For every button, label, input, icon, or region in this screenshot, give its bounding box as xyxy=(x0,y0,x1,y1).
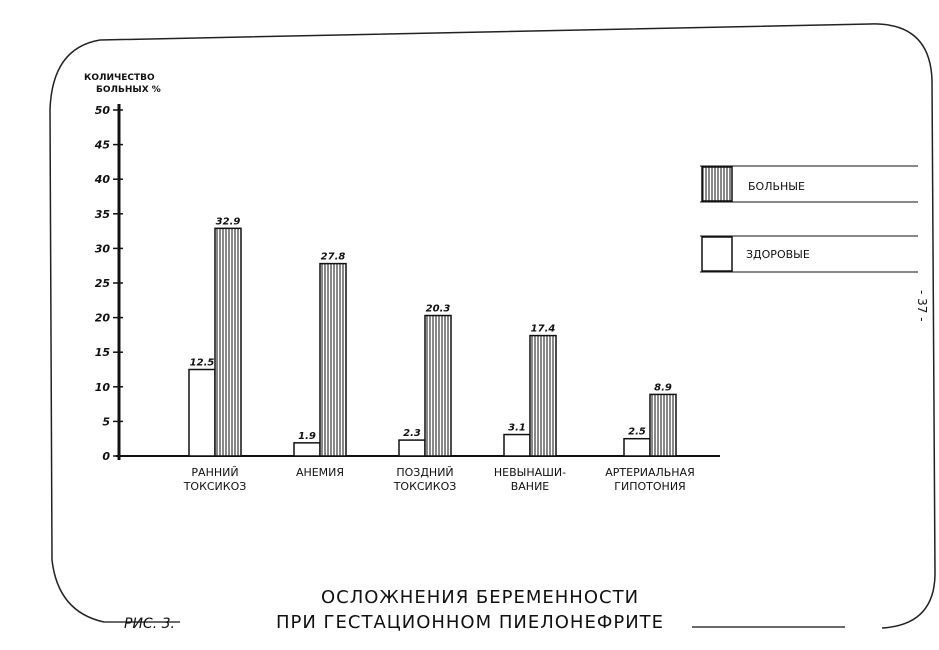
category-labels xyxy=(183,466,695,493)
value-label-healthy: 3.1 xyxy=(508,422,526,434)
y-tick-label: 0 xyxy=(102,450,110,463)
category-label: ВАНИЕ xyxy=(510,480,550,493)
bar-healthy xyxy=(294,443,320,456)
y-tick-label: 10 xyxy=(94,380,110,394)
y-tick-label: 45 xyxy=(94,138,110,152)
category-label: РАННИЙ xyxy=(191,466,239,479)
category-label: НЕВЫНАШИ- xyxy=(493,466,567,479)
y-axis-title-line2: БОЛЬНЫХ % xyxy=(96,85,161,95)
legend xyxy=(700,166,918,272)
legend-swatch-healthy xyxy=(702,237,732,271)
value-label-sick: 32.9 xyxy=(215,216,241,228)
bar-sick xyxy=(530,336,556,456)
bar-healthy xyxy=(504,435,530,456)
category-label: ТОКСИКОЗ xyxy=(183,480,247,493)
bar-sick xyxy=(650,394,676,456)
category-label: ТОКСИКОЗ xyxy=(393,480,457,493)
value-label-sick: 17.4 xyxy=(530,323,556,335)
bar-healthy xyxy=(399,440,425,456)
y-tick-label: 50 xyxy=(94,104,110,117)
value-label-sick: 27.8 xyxy=(320,251,346,263)
bar-healthy xyxy=(189,370,215,457)
value-label-healthy: 1.9 xyxy=(298,430,316,442)
chart-title-line1: ОСЛОЖНЕНИЯ БЕРЕМЕННОСТИ xyxy=(320,587,640,608)
y-tick-label: 15 xyxy=(94,346,110,360)
y-tick-label: 35 xyxy=(94,207,110,221)
y-tick-label: 20 xyxy=(94,311,110,325)
page-number: - 37 - xyxy=(915,290,929,322)
page-frame xyxy=(50,24,935,628)
legend-label-healthy: ЗДОРОВЫЕ xyxy=(746,248,810,261)
value-label-sick: 8.9 xyxy=(654,382,672,394)
legend-swatch-sick xyxy=(702,167,732,201)
category-label: АРТЕРИАЛЬНАЯ xyxy=(605,466,695,479)
y-tick-label: 40 xyxy=(94,173,110,187)
bar-sick xyxy=(215,228,241,456)
legend-label-sick: БОЛЬНЫЕ xyxy=(748,180,805,193)
value-label-healthy: 2.5 xyxy=(628,426,646,438)
category-label: ГИПОТОНИЯ xyxy=(614,480,686,493)
y-axis-title-line1: КОЛИЧЕСТВО xyxy=(84,73,155,83)
bar-healthy xyxy=(624,439,650,456)
chart-title-line2: ПРИ ГЕСТАЦИОННОМ ПИЕЛОНЕФРИТЕ xyxy=(275,612,665,633)
bar-sick xyxy=(425,316,451,456)
value-label-sick: 20.3 xyxy=(425,303,451,315)
category-label: АНЕМИЯ xyxy=(295,466,345,479)
category-label: ПОЗДНИЙ xyxy=(396,466,454,479)
y-tick-label: 5 xyxy=(102,415,110,429)
y-tick-label: 30 xyxy=(94,242,110,256)
y-tick-label: 25 xyxy=(94,277,110,290)
bars xyxy=(189,216,676,456)
figure-label: РИС. 3. xyxy=(124,616,175,632)
bar-sick xyxy=(320,264,346,456)
value-label-healthy: 2.3 xyxy=(403,428,421,440)
value-label-healthy: 12.5 xyxy=(189,357,215,369)
